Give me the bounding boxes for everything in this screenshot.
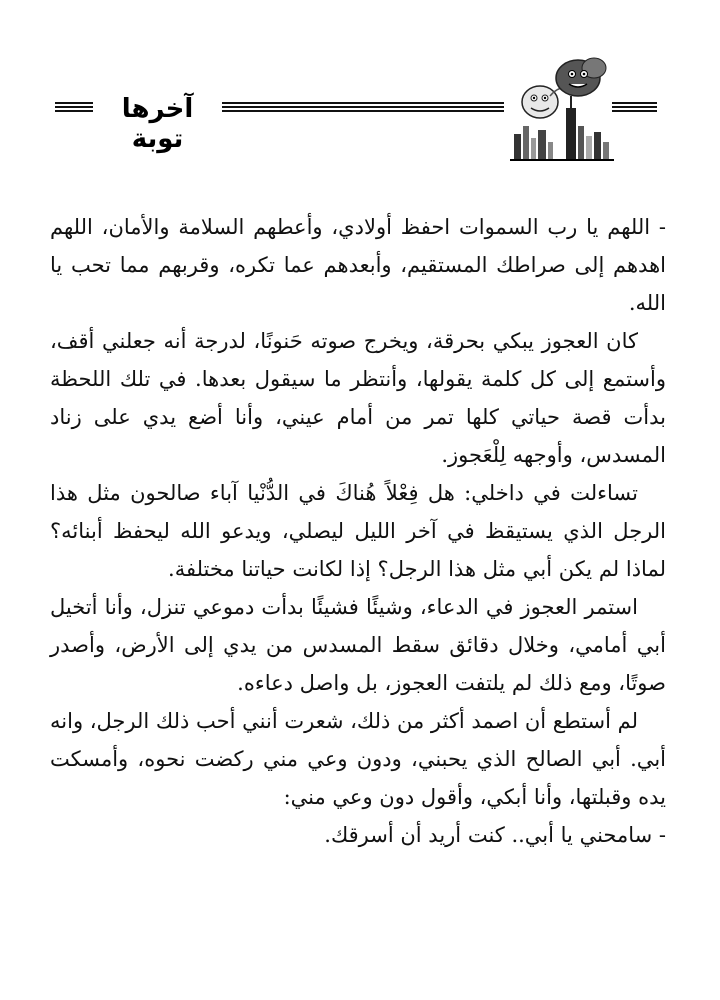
city-skyline-with-cartoon-faces-icon	[500, 56, 620, 161]
page-body	[50, 208, 666, 854]
chapter-title: آخرها توبة	[121, 94, 194, 154]
paragraph: استمر العجوز في الدعاء، وشيئًا فشيئًا بدأت دموعي تنزل، وأنا أتخيل أبي أمامي، وخلال دقائق سقط المسدس من يدي إلى الأرض، وأصدر صوتًا، ومع ذلك لم يلتفت العجوز، بل واصل دعاءه.	[50, 595, 666, 695]
header-rule-left	[55, 102, 93, 112]
dialog-line-prayer: - اللهم يا رب السموات احفظ أولادي، وأعطهم السلامة والأمان، اللهم اهدهم إلى صراطك المستقيم، وأبعدهم عما تكره، وقربهم مما تحب يا الله.	[50, 215, 666, 315]
paragraph: لم أستطع أن اصمد أكثر من ذلك، شعرت أنني أحب ذلك الرجل، وانه أبي. أبي الصالح الذي يحبني، ودون وعي مني ركضت نحوه، وأمسكت يده وقبلتها، وأنا أبكي، وأقول دون وعي مني:	[50, 709, 666, 809]
header-rule-middle	[222, 102, 504, 112]
chapter-header	[0, 56, 720, 166]
paragraph: تساءلت في داخلي: هل فِعْلاً هُناكَ في الدُّنْيا آباء صالحون مثل هذا الرجل الذي يستيقظ في آخر الليل ليصلي، ويدعو الله ليحفظ أبنائه؟ لماذا لم يكن أبي مثل هذا الرجل؟ إذا لكانت حياتنا مختلفة.	[50, 481, 666, 581]
header-rule-right	[612, 102, 657, 112]
dialog-line-apology: - سامحني يا أبي.. كنت أريد أن أسرقك.	[324, 823, 666, 847]
paragraph: كان العجوز يبكي بحرقة، ويخرج صوته حَنونًا، لدرجة أنه جعلني أقف، وأستمع إلى كل كلمة يقولها، وأنتظر ما سيقول بعدها. في تلك اللحظة بدأت قصة حياتي كلها تمر من أمام عيني، وأنا أضع يدي على زناد المسدس، وأوجهه لِلْعَجوز.	[50, 329, 666, 467]
